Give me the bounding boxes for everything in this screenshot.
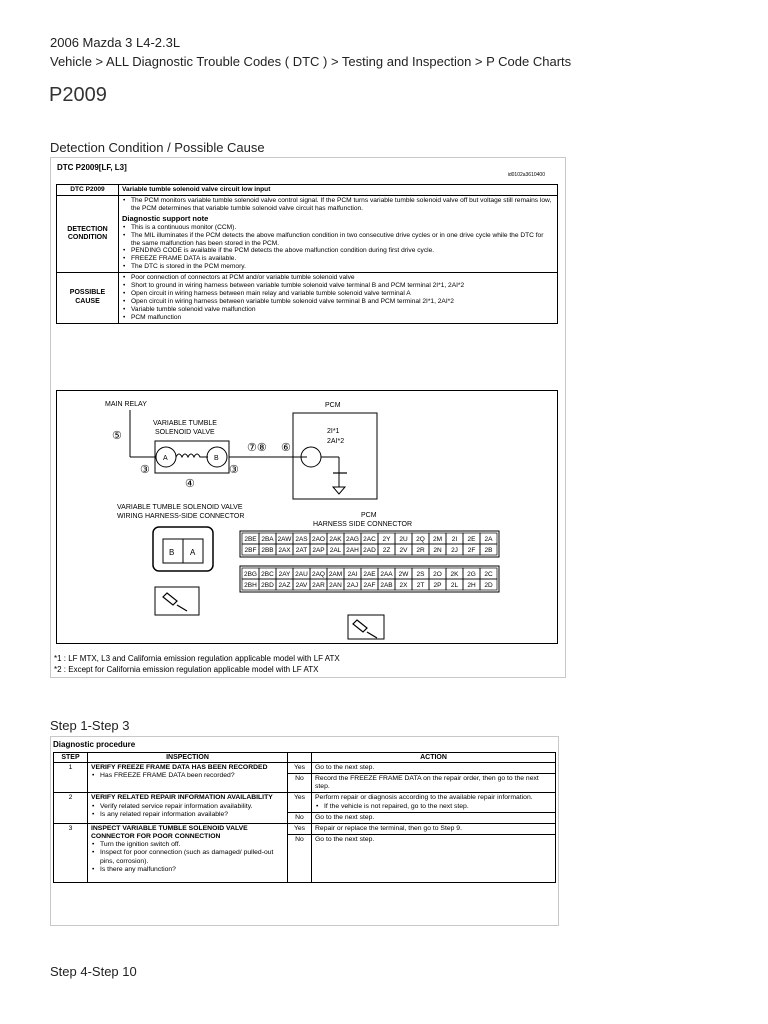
dtc-label: DTC P2009 bbox=[57, 185, 119, 196]
footnote-2: *2 : Except for California emission regulation applicable model with LF ATX bbox=[54, 665, 319, 674]
pcm-pin-label: 2P bbox=[433, 582, 442, 589]
header-action: ACTION bbox=[312, 753, 556, 763]
pcm-pin-label: 2AC bbox=[363, 536, 376, 543]
valve-label-2: SOLENOID VALVE bbox=[155, 429, 215, 436]
connector-3b: ③ bbox=[229, 464, 239, 476]
no-label: No bbox=[288, 774, 312, 793]
section-title-step1: Step 1-Step 3 bbox=[50, 718, 130, 733]
valve-connector-label-1: VARIABLE TUMBLE SOLENOID VALVE bbox=[117, 504, 243, 511]
page-title: P2009 bbox=[49, 84, 107, 106]
valve-label-1: VARIABLE TUMBLE bbox=[153, 420, 217, 427]
yes-action-sub: • If the vehicle is not repaired, go to the next step. bbox=[315, 803, 552, 811]
pcm-pin-label: 2AG bbox=[345, 536, 360, 543]
step-item: • Is there any malfunction? bbox=[91, 866, 284, 874]
dtc-figure bbox=[50, 157, 566, 678]
pcm-pin-label: 2AW bbox=[277, 536, 292, 543]
image-id: id0102a3610400 bbox=[507, 172, 545, 178]
yes-action-cell bbox=[312, 793, 556, 812]
step-inspection bbox=[88, 763, 288, 793]
detection-item: • The MIL illuminates if the PCM detects the above malfunction condition in two consecutive drive cycles or in one drive cycle while the DTC for the same malfunction has been stored in the PCM. bbox=[122, 232, 554, 248]
cause-item: • Variable tumble solenoid valve malfunction bbox=[122, 306, 554, 314]
pcm-pin-label: 2AI bbox=[347, 571, 358, 578]
no-action: Go to the next step. bbox=[312, 812, 556, 823]
pcm-pin-label: 2AO bbox=[311, 536, 326, 543]
step-inspection bbox=[88, 823, 288, 882]
probe-icon bbox=[163, 593, 187, 611]
pcm-pin-label: 2BD bbox=[261, 582, 274, 589]
step-number: 2 bbox=[54, 793, 88, 823]
pcm-pin-label: 2O bbox=[433, 571, 442, 578]
yes-action: Perform repair or diagnosis according to the available repair information. bbox=[315, 794, 533, 802]
pcm-pin-label: 2B bbox=[484, 547, 493, 554]
pcm-pin-label: 2AD bbox=[363, 547, 376, 554]
pcm-pin-label: 2M bbox=[432, 536, 443, 543]
pcm-pin-label: 2Q bbox=[416, 536, 425, 543]
connector-6: ⑥ bbox=[281, 442, 291, 454]
pcm-terminal-2: 2AI*2 bbox=[327, 438, 345, 445]
pcm-connector-label-1: PCM bbox=[361, 512, 377, 519]
footnote-1: *1 : LF MTX, L3 and California emission regulation applicable model with LF ATX bbox=[54, 654, 340, 663]
step-item: • Has FREEZE FRAME DATA been recorded? bbox=[91, 772, 284, 780]
wiring-diagram-svg bbox=[57, 391, 557, 643]
dtc-table bbox=[56, 184, 558, 324]
pcm-pin-label: 2W bbox=[398, 571, 409, 578]
pcm-terminal-1: 2I*1 bbox=[327, 428, 340, 435]
pcm-pin-label: 2G bbox=[467, 571, 476, 578]
pcm-pin-label: 2AV bbox=[295, 582, 308, 589]
cause-item: • Open circuit in wiring harness between main relay and variable tumble solenoid valve terminal A bbox=[122, 290, 554, 298]
wiring-diagram bbox=[56, 390, 558, 644]
pcm-pin-label: 2I bbox=[451, 536, 458, 543]
yes-label: Yes bbox=[288, 793, 312, 812]
detection-cell bbox=[119, 195, 558, 272]
step-item: • Inspect for poor connection (such as damaged/ pulled-out pins, corrosion). bbox=[91, 849, 284, 865]
detection-item: • FREEZE FRAME DATA is available. bbox=[122, 255, 554, 263]
pcm-pin-label: 2L bbox=[450, 582, 459, 589]
connector-78: ⑦⑧ bbox=[247, 442, 267, 454]
detection-item: • The DTC is stored in the PCM memory. bbox=[122, 263, 554, 271]
valve-connector-a: A bbox=[190, 548, 196, 557]
pcm-pin-label: 2AZ bbox=[278, 582, 291, 589]
pcm-pin-label: 2AQ bbox=[311, 571, 326, 578]
pcm-pin-label: 2K bbox=[450, 571, 459, 578]
diagnostic-procedure-figure bbox=[50, 736, 559, 926]
step-title: VERIFY RELATED REPAIR INFORMATION AVAILABILITY bbox=[91, 794, 273, 802]
pcm-pin-label: 2AJ bbox=[346, 582, 359, 589]
detection-item: • The PCM monitors variable tumble solenoid valve control signal. If the PCM turns variable tumble solenoid valve off but voltage still remains low, the PCM determines that variable tumble solenoid valve circuit has malfunction. bbox=[122, 197, 554, 213]
step-title: VERIFY FREEZE FRAME DATA HAS BEEN RECORDED bbox=[91, 764, 268, 771]
pcm-pin-label: 2A bbox=[484, 536, 493, 543]
pcm-pin-label: 2X bbox=[399, 582, 408, 589]
pcm-pin-label: 2AE bbox=[363, 571, 376, 578]
pcm-pin-label: 2C bbox=[484, 571, 493, 578]
step-item: • Turn the ignition switch off. bbox=[91, 841, 284, 849]
pcm-pin-label: 2BA bbox=[261, 536, 274, 543]
valve-connector-label-2: WIRING HARNESS-SIDE CONNECTOR bbox=[117, 513, 245, 520]
connector-4: ④ bbox=[185, 478, 195, 490]
step-item: • Verify related service repair information availability. bbox=[91, 803, 284, 811]
procedure-table bbox=[53, 752, 556, 883]
section-title-detection: Detection Condition / Possible Cause bbox=[50, 140, 265, 155]
no-action: Go to the next step. bbox=[312, 835, 556, 883]
connector-3a: ③ bbox=[140, 464, 150, 476]
pcm-pin-label: 2AN bbox=[329, 582, 342, 589]
pcm-pin-label: 2BE bbox=[244, 536, 257, 543]
connector-5: ⑤ bbox=[112, 430, 122, 442]
pcm-pin-label: 2AP bbox=[312, 547, 325, 554]
pcm-pin-label: 2AT bbox=[295, 547, 308, 554]
pcm-pin-label: 2AM bbox=[328, 571, 343, 578]
breadcrumb[interactable]: Vehicle > ALL Diagnostic Trouble Codes ( DTC ) > Testing and Inspection > P Code Charts bbox=[50, 54, 572, 69]
yes-action: Repair or replace the terminal, then go to Step 9. bbox=[312, 823, 556, 834]
yes-label: Yes bbox=[288, 763, 312, 774]
ground-symbol bbox=[333, 487, 345, 494]
solenoid-coil bbox=[176, 454, 208, 457]
pcm-pin-label: 2AF bbox=[363, 582, 376, 589]
pcm-pin-label: 2U bbox=[399, 536, 408, 543]
pcm-pin-label: 2T bbox=[416, 582, 425, 589]
probe-icon bbox=[353, 620, 377, 638]
pcm-label: PCM bbox=[325, 402, 341, 409]
detection-item: • This is a continuous monitor (CCM). bbox=[122, 224, 554, 232]
step-number: 1 bbox=[54, 763, 88, 793]
pcm-pin-label: 2AB bbox=[380, 582, 393, 589]
main-relay-label: MAIN RELAY bbox=[105, 401, 147, 408]
cause-item: • Poor connection of connectors at PCM and/or variable tumble solenoid valve bbox=[122, 274, 554, 282]
pcm-pin-label: 2AH bbox=[346, 547, 359, 554]
pcm-pin-label: 2E bbox=[467, 536, 476, 543]
terminal-b-label: B bbox=[214, 455, 219, 462]
pcm-pin-label: 2N bbox=[433, 547, 442, 554]
pcm-pin-label: 2AX bbox=[278, 547, 291, 554]
pcm-pin-label: 2Z bbox=[382, 547, 391, 554]
pcm-connector-grid bbox=[240, 531, 499, 592]
terminal-a-label: A bbox=[163, 455, 168, 462]
step-inspection bbox=[88, 793, 288, 823]
header-step: STEP bbox=[54, 753, 88, 763]
cause-item: • Short to ground in wiring harness between variable tumble solenoid valve terminal B and PCM terminal 2I*1, 2AI*2 bbox=[122, 282, 554, 290]
step-item: • Is any related repair information available? bbox=[91, 811, 284, 819]
pcm-pin-label: 2AA bbox=[380, 571, 393, 578]
pcm-pin-label: 2D bbox=[484, 582, 493, 589]
pcm-pin-label: 2BG bbox=[243, 571, 258, 578]
dtc-description: Variable tumble solenoid valve circuit low input bbox=[119, 185, 558, 196]
yes-action: Go to the next step. bbox=[312, 763, 556, 774]
cause-item: • PCM malfunction bbox=[122, 314, 554, 322]
vehicle-title: 2006 Mazda 3 L4-2.3L bbox=[50, 35, 181, 50]
detection-item: • PENDING CODE is available if the PCM detects the above malfunction condition during first drive cycle. bbox=[122, 247, 554, 255]
dtc-figure-title: DTC P2009[LF, L3] bbox=[57, 163, 127, 172]
pcm-pin-label: 2BF bbox=[244, 547, 257, 554]
pcm-pin-label: 2AK bbox=[329, 536, 342, 543]
pcm-pin-label: 2AY bbox=[278, 571, 291, 578]
cause-item: • Open circuit in wiring harness between variable tumble solenoid valve terminal B and PCM terminal 2I*1, 2AI*2 bbox=[122, 298, 554, 306]
pcm-pin-label: 2AS bbox=[295, 536, 308, 543]
procedure-title: Diagnostic procedure bbox=[53, 740, 136, 749]
pcm-box bbox=[293, 413, 377, 499]
pcm-pin-label: 2R bbox=[416, 547, 425, 554]
no-label: No bbox=[288, 812, 312, 823]
yes-label: Yes bbox=[288, 823, 312, 834]
support-note: Diagnostic support note bbox=[122, 213, 209, 223]
detection-label: DETECTION CONDITION bbox=[57, 195, 119, 272]
pcm-pin-label: 2F bbox=[467, 547, 476, 554]
pcm-pin-label: 2S bbox=[416, 571, 425, 578]
header-yn bbox=[288, 753, 312, 763]
pcm-pin-label: 2J bbox=[451, 547, 458, 554]
header-inspection: INSPECTION bbox=[88, 753, 288, 763]
step-number: 3 bbox=[54, 823, 88, 882]
pcm-connector-label-2: HARNESS SIDE CONNECTOR bbox=[313, 521, 413, 528]
pcm-pin-label: 2AR bbox=[312, 582, 325, 589]
step-title: INSPECT VARIABLE TUMBLE SOLENOID VALVE CONNECTOR FOR POOR CONNECTION bbox=[91, 824, 248, 841]
no-label: No bbox=[288, 835, 312, 883]
pcm-pin-label: 2BB bbox=[261, 547, 274, 554]
pcm-pin-label: 2V bbox=[399, 547, 408, 554]
pcm-pin-label: 2AL bbox=[329, 547, 342, 554]
pcm-pin-label: 2AU bbox=[295, 571, 308, 578]
pcm-pin-label: 2Y bbox=[382, 536, 391, 543]
pcm-pin-label: 2BC bbox=[261, 571, 274, 578]
no-action: Record the FREEZE FRAME DATA on the repair order, then go to the next step. bbox=[312, 774, 556, 793]
cause-label: POSSIBLE CAUSE bbox=[57, 273, 119, 323]
valve-connector-b: B bbox=[169, 548, 175, 557]
pcm-pin-label: 2BH bbox=[244, 582, 257, 589]
pcm-pin-label: 2H bbox=[467, 582, 476, 589]
section-title-step4: Step 4-Step 10 bbox=[50, 964, 137, 979]
cause-cell bbox=[119, 273, 558, 323]
